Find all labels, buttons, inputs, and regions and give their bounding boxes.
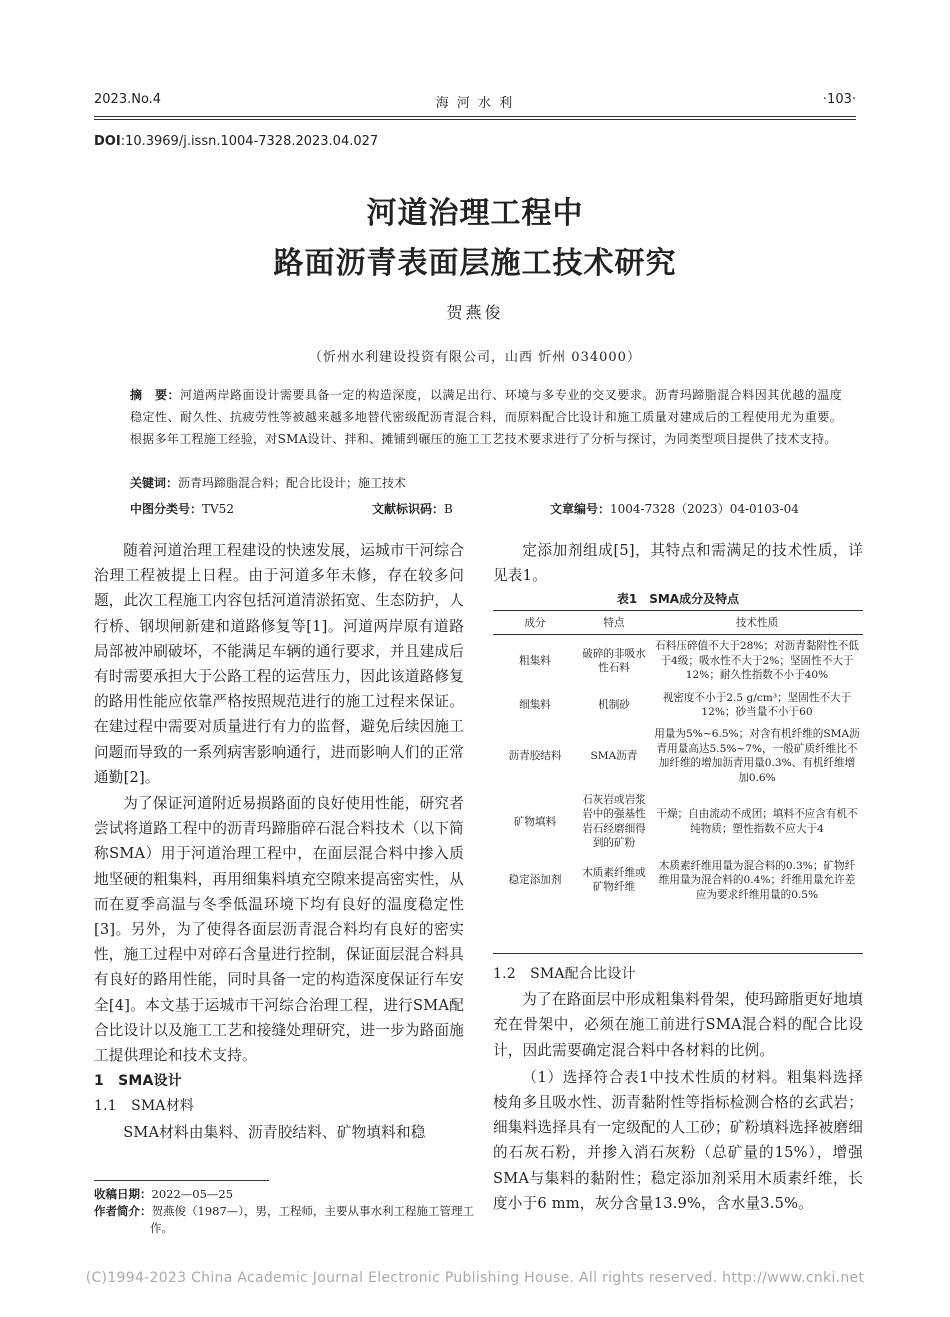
journal-name: 海 河 水 利: [435, 96, 515, 111]
table-header: 技术性质: [651, 612, 863, 635]
table-cell: 干燥；自由流动不成团；填料不应含有机不纯物质；塑性指数不应大于4: [656, 808, 858, 835]
table-cell: 细集料: [519, 698, 551, 711]
abstract-text: 河道两岸路面设计需要具备一定的构造深度，以满足出行、环境与多专业的交叉要求。沥青玛蹄脂混合料因其优越的温度稳定性、耐久性、抗疲劳性等被越来越多地替代密级配沥青混合料，而原料配合比设计和施工质量对建成后的工程使用尤为重要。根据多年工程施工经验，对SMA设计、拌和、摊铺到碾压的施工工艺技术要求进行了分析与探讨，为同类型项目提供了技术支持。: [130, 388, 843, 447]
right-column-top: [493, 538, 863, 588]
bio-label: 作者简介：: [94, 1204, 152, 1218]
received-label: 收稿日期：: [94, 1187, 152, 1201]
table-cell: 机制砂: [598, 698, 630, 711]
paragraph-mix-design: 为了在路面层中形成粗集料骨架，使玛蹄脂更好地填充在骨架中，必须在施工前进行SMA混合料的配合比设计，因此需要确定混合料中各材料的比例。: [493, 991, 863, 1059]
document-code: [372, 500, 453, 517]
section-heading-1-2: 1.2 SMA配合比设计: [493, 966, 636, 982]
table-cell: 木质素纤维或矿物纤维: [582, 866, 646, 894]
doi-value: :10.3969/j.issn.1004-7328.2023.04.027: [120, 134, 379, 149]
left-column: [94, 538, 464, 1145]
clc-label: 中图分类号：: [130, 502, 203, 516]
table-header: 特点: [577, 612, 651, 635]
table-row: [493, 855, 863, 906]
table-cell: 矿物填料: [513, 815, 557, 828]
author-bio: [94, 1203, 474, 1237]
author: 贺燕俊: [446, 303, 504, 322]
table-caption: 表1 SMA成分及特点: [616, 592, 740, 606]
article-number: [550, 500, 799, 517]
doi-label: DOI: [94, 134, 121, 149]
doi: [94, 134, 378, 149]
table-bottom-rule: [493, 953, 863, 954]
table-cell: 破碎的非吸水性石料: [582, 647, 646, 675]
paragraph-material-selection: （1）选择符合表1中技术性质的材料。粗集料选择棱角多且吸水性、沥青黏附性等指标检测合格的玄武岩；细集料选择具有一定级配的人工砂；矿粉填料选择被磨细的石灰石粉，并掺入消石灰粉（总矿量的15%），增强SMA与集料的黏附性；稳定添加剂采用木质素纤维，长度小于6 mm，灰分含量13.9%，含水量3.5%。: [493, 1068, 863, 1212]
keywords-label: 关键词：: [130, 476, 179, 490]
paragraph-materials-cont: 定添加剂组成[5]，其特点和需满足的技术性质，详见表1。: [493, 542, 863, 585]
received-date: [94, 1186, 474, 1203]
received-value: 2022—05—25: [151, 1187, 234, 1201]
table-cell: 石料压碎值不大于28%；对沥青黏附性不低于4级；吸水性不大于2%；坚固性不大于12%；耐久性指数不小于40%: [655, 640, 859, 682]
doc-value: B: [444, 502, 453, 516]
table-cell: 视密度不小于2.5 g/cm³；坚固性不大于12%；砂当量不小于60: [662, 691, 852, 719]
table-header-row: [493, 612, 863, 635]
clc-value: TV52: [202, 502, 234, 516]
table-cell: 石灰岩或岩浆岩中的强基性岩石经磨细得到的矿粉: [582, 794, 646, 850]
right-column-bottom: [493, 962, 863, 1216]
table-cell: 木质素纤维用量为混合料的0.3%；矿物纤维用量为混合料的0.4%；纤维用量允许差应为要求纤维用量的0.5%: [658, 859, 856, 901]
table-row: [493, 687, 863, 724]
art-label: 文章编号：: [550, 502, 611, 516]
table-sma-components: [493, 612, 863, 906]
table-header: 成分: [493, 612, 577, 635]
table-top-rule: [493, 610, 863, 611]
keywords: [130, 474, 406, 491]
title-line-2: 路面沥青表面层施工技术研究: [273, 246, 677, 281]
copyright-footer: (C)1994-2023 China Academic Journal Electronic Publishing House. All rights reserved. http://www.cnki.net: [85, 1270, 865, 1286]
affiliation: （忻州水利建设投资有限公司，山西 忻州 034000）: [309, 350, 641, 365]
art-value: 1004-7328（2023）04-0103-04: [610, 502, 799, 516]
table-cell: SMA沥青: [590, 750, 638, 763]
paragraph-sma-purpose: 为了保证河道附近易损路面的良好使用性能，研究者尝试将道路工程中的沥青玛蹄脂碎石混合料技术（以下简称SMA）用于河道治理工程中，在面层混合料中掺入质地坚硬的粗集料，再用细集料填充空隙来提高密实性，从而在夏季高温与冬季低温环境下均有良好的温度稳定性[3]。另外，为了使得各面层沥青混合料均有良好的密实性，施工过程中对碎石含量进行控制，保证面层混合料具有良好的路用性能，同时具备一定的构造深度保证行车安全[4]。本文基于运城市干河综合治理工程，进行SMA配合比设计以及施工工艺和接缝处理研究，进一步为路面施工提供理论和技术支持。: [94, 795, 464, 1065]
section-heading-1: 1 SMA设计: [94, 1073, 182, 1090]
table-row: [493, 789, 863, 855]
title-line-1: 河道治理工程中: [366, 196, 584, 231]
bio-value: 贺燕俊（1987—），男，工程师，主要从事水利工程施工管理工作。: [150, 1204, 475, 1235]
table-cell: 沥青胶结料: [508, 750, 562, 763]
clc-number: [130, 500, 234, 517]
paragraph-intro: 随着河道治理工程建设的快速发展，运城市干河综合治理工程被提上日程。由于河道多年未修，存在较多问题，此次工程施工内容包括河道清淤拓宽、生态防护，人行桥、钢坝闸新建和道路修复等[1]。河道两岸原有道路局部被冲刷破坏，不能满足车辆的通行要求，并且建成后有时需要承担大于公路工程的运营压力，因此该道路修复的路用性能应依靠严格按照规范进行的施工过程来保证。在建过程中需要对质量进行有力的监督，避免后续因施工问题而导致的一系列病害影响通行，进而影响人们的正常通勤[2]。: [94, 542, 464, 786]
table-cell: 稳定添加剂: [508, 874, 562, 887]
header-rule-thin: [94, 119, 856, 120]
footnote-rule: [94, 1180, 269, 1181]
section-heading-1-1: 1.1 SMA材料: [94, 1098, 195, 1115]
doc-label: 文献标识码：: [372, 502, 445, 516]
table-row: [493, 635, 863, 687]
header-rule: [94, 116, 856, 117]
table-cell: 粗集料: [519, 654, 551, 667]
abstract: [130, 384, 842, 451]
keywords-text: 沥青玛蹄脂混合料；配合比设计；施工技术: [178, 476, 407, 490]
table-row: [493, 723, 863, 789]
page-number: ·103·: [822, 92, 856, 107]
abstract-label: 摘 要：: [130, 388, 180, 402]
issue-label: 2023.No.4: [94, 92, 162, 107]
table-cell: 用量为5%~6.5%；对含有机纤维的SMA沥青用量高达5.5%~7%，一般矿质纤维比不加纤维的增加沥青用量0.3%、有机纤维增加0.6%: [654, 728, 860, 784]
paragraph-materials: SMA材料由集料、沥青胶结料、矿物填料和稳: [123, 1123, 426, 1141]
